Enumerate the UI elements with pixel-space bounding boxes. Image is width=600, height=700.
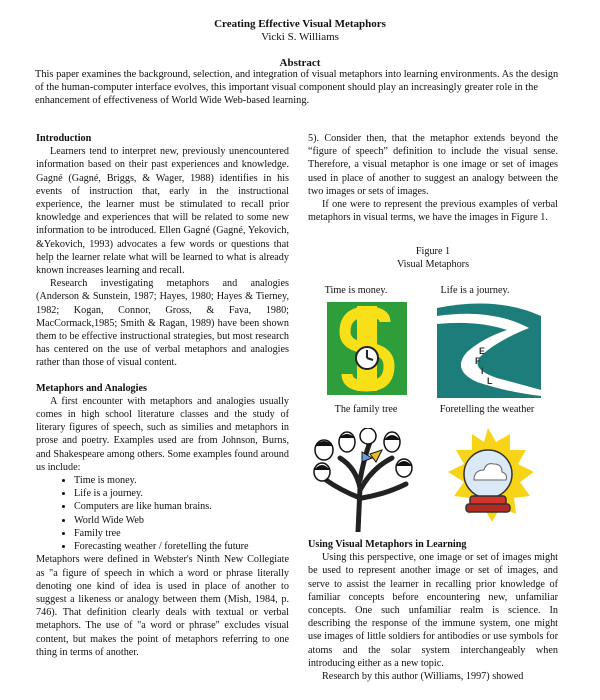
dollar-clock-icon	[327, 302, 407, 395]
right-column-lower	[308, 538, 558, 683]
right-paragraph-2: If one were to represent the previous examples of verbal metaphors in visual terms, we have the images in Figure 1.	[308, 199, 558, 224]
caption-time-is-money: Time is money.	[324, 285, 388, 296]
road-letter: F	[475, 356, 481, 366]
intro-paragraph-1: Learners tend to interpret new, previously unencountered information based on their past experiences and knowledge. Gagné (Gagné, Briggs, & Wager, 1988) identifies in his events of instruction that, early in the instructional experience, the learner must be stimulated to recall prior knowledge and experiences that will be related to some new information to be introduced. Ellen Gagné (Gagné, Yekovich, &Yekovich, 1993) advocates a few words or questions that help the learner relate what will be learned to what is already known increases learning and recall.	[36, 146, 289, 277]
list-item: • Time is money.	[74, 474, 289, 487]
crystal-ball-sun-icon	[440, 428, 536, 524]
using-paragraph-2: Research by this author (Williams, 1997) showed	[322, 671, 524, 683]
caption-weather: Foretelling the weather	[439, 404, 535, 415]
road-letter: I	[481, 366, 484, 376]
abstract-heading: Abstract	[279, 57, 321, 69]
using-heading: Using Visual Metaphors in Learning	[308, 539, 467, 550]
metaphors-heading: Metaphors and Analogies	[36, 382, 147, 394]
list-item: • Forecasting weather / foretelling the future	[74, 540, 289, 553]
right-column	[308, 132, 558, 224]
list-item: • Life is a journey.	[74, 487, 289, 500]
intro-paragraph-2: Research investigating metaphors and analogies (Anderson & Sunstein, 1987; Hayes, 1980; Hayes & Tierney, 1982; Kogan, Connor, Gross, & Fava, 1980; MacCormack,1985; Smith & Ragan, 1989) have been shown them to be effective instructional strategies, but most research has centered on the use of verbal metaphors and analogies rather than those of visual content.	[36, 278, 289, 369]
author: Vicki S. Williams	[261, 31, 339, 43]
family-tree-icon	[310, 428, 420, 532]
road-letter: L	[487, 376, 493, 386]
metaphors-paragraph-2: Metaphors were defined in Webster's Ninth New Collegiate as "a figure of speech in which a word or phrase literally denoting one kind of idea is used in place of another to suggest a likeness or analogy between them (Mish, 1984, p. 746). That definition clearly deals with textual or verbal metaphors. The use of "a word or phrase" excludes visual content, but makes the point of metaphors referring to one thing in terms of another.	[36, 554, 289, 658]
list-item: • World Wide Web	[74, 514, 289, 527]
list-item: • Family tree	[74, 527, 289, 540]
using-paragraph-1: Using this perspective, one image or set of images might be used to represent another image or set of images, and serve to assist the learner in recalling prior knowledge of familiar concepts before encountering new, unfamiliar concepts. One such unfamiliar realm is science. In describing the response of the immune system, one might use images of little soldiers for antibodies or use symbols for atoms and the solar system interchangeably when introducing either as a new topic.	[308, 552, 558, 669]
introduction-heading: Introduction	[36, 133, 92, 144]
list-item: • Computers are like human brains.	[74, 500, 289, 513]
examples-list	[36, 474, 289, 553]
caption-life-is-journey: Life is a journey.	[440, 285, 510, 296]
road-letter: E	[479, 346, 486, 356]
figure-title: Visual Metaphors	[396, 259, 470, 270]
left-column	[36, 132, 289, 659]
figure-label: Figure 1	[415, 246, 451, 257]
winding-road-icon	[437, 298, 541, 398]
right-paragraph-1: 5). Consider then, that the metaphor extends beyond the “figure of speech” definition to include the visual sense. Therefore, a visual metaphor is one image or set of images used in place of another to suggest an analogy between the two images or sets of images.	[308, 133, 558, 197]
paper-title: Creating Effective Visual Metaphors	[214, 18, 386, 30]
caption-family-tree: The family tree	[334, 404, 398, 415]
metaphors-paragraph-1: A first encounter with metaphors and analogies usually comes in high school literature classes and the study of literary figures of speech, such as similies and metaphors in prose and poetry. Examples used are from Johnson, Burns, and Shakespeare among others. Some examples found around us include:	[36, 395, 289, 473]
abstract-text: This paper examines the background, selection, and integration of visual metaphors into learning environments. As the design of the human-computer interface evolves, this important visual component should play an increasingly greater role in the enhancement of effectiveness of World Wide Web-based learning.	[35, 69, 559, 106]
